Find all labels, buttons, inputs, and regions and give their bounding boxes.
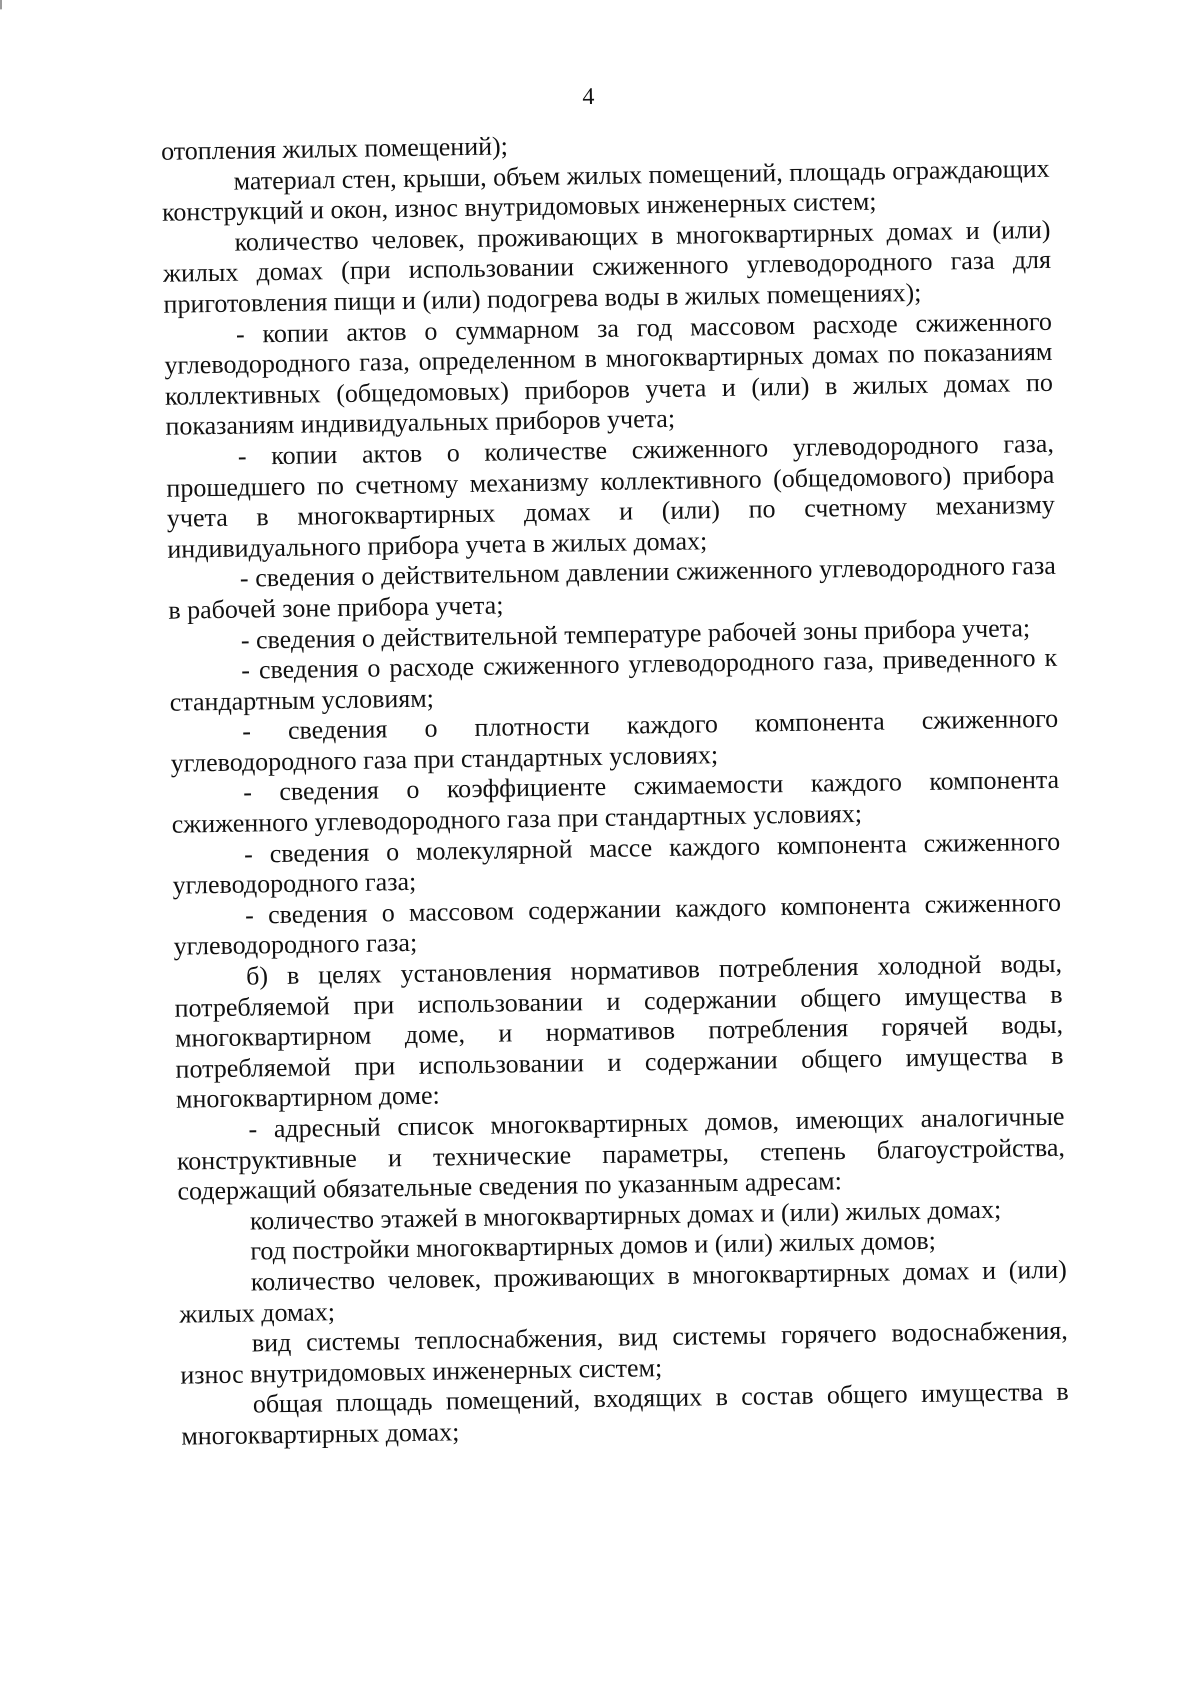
paragraph: - сведения о расходе сжиженного углеводородного газа, приведенного к стандартным условиям; — [169, 642, 1058, 717]
paragraph: количество человек, проживающих в многоквартирных домах и (или) жилых домах (при использовании сжиженного углеводородного газа для приготовления пищи и (или) подогрева воды в жилых помещениях); — [162, 214, 1052, 319]
paragraph: - адресный список многоквартирных домов, имеющих аналогичные конструктивные и технические параметры, степень благоустройства, содержащий обязательные сведения по указанным адресам: — [176, 1101, 1066, 1206]
paragraph: вид системы теплоснабжения, вид системы горячего водоснабжения, износ внутридомовых инженерных систем; — [180, 1315, 1068, 1390]
paragraph: отопления жилых помещений); — [160, 131, 509, 166]
document-body — [161, 123, 1070, 1452]
paragraph: б) в целях установления нормативов потребления холодной воды, потребляемой при использовании и содержании общего имущества в многоквартирном доме, и нормативов потребления горячей воды, потребляемой при использовании и содержании общего имущества в многоквартирном доме: — [174, 948, 1064, 1115]
paragraph: материал стен, крыши, объем жилых помещений, площадь ограждающих конструкций и окон, износ внутридомовых инженерных систем; — [161, 153, 1050, 227]
page-number: 4 — [582, 83, 595, 111]
paragraph: - сведения о действительном давлении сжиженного углеводородного газа в рабочей зоне прибора учета; — [168, 551, 1056, 625]
paragraph: год постройки многоквартирных домов и (или) жилых домов; — [250, 1226, 937, 1266]
paragraph: - сведения о плотности каждого компонента сжиженного углеводородного газа при стандартных условиях; — [170, 704, 1059, 778]
paragraph: - сведения о молекулярной массе каждого компонента сжиженного углеводородного газа; — [172, 826, 1061, 900]
paragraph: общая площадь помещений, входящих в состав общего имущества в многоквартирных домах; — [181, 1377, 1069, 1451]
paragraph: количество человек, проживающих в многоквартирных домах и (или) жилых домах; — [179, 1254, 1068, 1329]
paragraph: - сведения о действительной температуре рабочей зоны прибора учета; — [240, 612, 1031, 655]
paragraph: количество этажей в многоквартирных домах и (или) жилых домах; — [249, 1194, 1002, 1236]
paragraph: - копии актов о количестве сжиженного углеводородного газа, прошедшего по счетному механизму коллективного (общедомового) прибора учета в многоквартирных домах и (или) по счетному механизму индивидуального прибора учета в жилых домах; — [166, 428, 1056, 564]
paragraph: - копии актов о суммарном за год массовом расходе сжиженного углеводородного газа, определенном в многоквартирных домах по показаниям коллективных (общедомовых) приборов учета и (или) в жилых домах по показаниям индивидуальных приборов учета; — [164, 306, 1054, 442]
paragraph: - сведения о коэффициенте сжимаемости каждого компонента сжиженного углеводородного газа при стандартных условиях; — [171, 765, 1060, 839]
paragraph: - сведения о массовом содержании каждого компонента сжиженного углеводородного газа; — [173, 887, 1062, 962]
